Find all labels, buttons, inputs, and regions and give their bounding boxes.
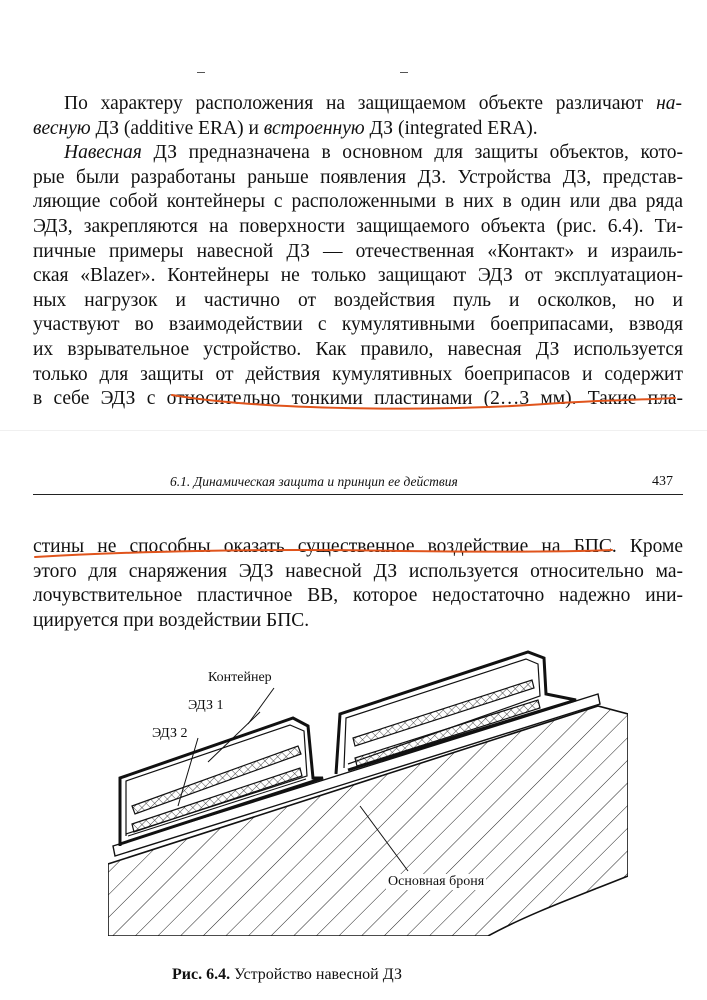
- paragraph-2-line: их взрывательное устройство. Как правило, навесная ДЗ используется: [33, 338, 683, 360]
- paragraph-1-line-1: [64, 92, 682, 117]
- label-armor: Основная броня: [388, 874, 485, 889]
- paragraph-1-em-3: встроенную: [263, 117, 365, 139]
- paragraph-3-line: циируется при воздействии БПС.: [33, 609, 310, 631]
- paragraph-1-em: на-: [656, 93, 682, 114]
- paragraph-1-text-2: ДЗ (additive ERA) и: [90, 117, 264, 139]
- paragraph-2-line-1: [64, 141, 683, 166]
- paragraph-2-first: [64, 141, 683, 166]
- leader-container: [248, 688, 274, 724]
- paragraph-2-line: ляющие собой контейнеры с расположенными в них в один или два ряда: [33, 191, 683, 213]
- paragraph-2-line: в себе ЭДЗ с относительно тонкими пластинами (2…3 мм). Такие пла-: [33, 388, 683, 410]
- paragraph-1-line-2: [33, 117, 683, 142]
- caption-text: Устройство навесной ДЗ: [230, 966, 403, 983]
- running-title: 6.1. Динамическая защита и принцип ее действия: [170, 474, 458, 489]
- paragraph-3: [33, 535, 683, 633]
- leader-edz1: [208, 712, 260, 762]
- page-break: [0, 430, 707, 431]
- paragraph-2-line: пичные примеры навесной ДЗ — отечественная «Контакт» и израиль-: [33, 240, 683, 262]
- era-diagram: [108, 646, 628, 936]
- paragraph-3-line: этого для снаряжения ЭДЗ навесной ДЗ используется относительно ма-: [33, 560, 683, 582]
- figure-6-4: [108, 646, 628, 936]
- paragraph-2-line: участвуют во взаимодействии с кумулятивными боеприпасами, взводя: [33, 314, 683, 336]
- paragraph-1-cont: [33, 117, 683, 142]
- paragraph-2-line: рые были разработаны раньше появления ДЗ. Устройства ДЗ, представ-: [33, 166, 683, 188]
- paragraph-3-line: стины не способны оказать существенное воздействие на БПС. Кроме: [33, 536, 683, 557]
- figure-caption: [172, 966, 402, 984]
- label-edz1: ЭДЗ 1: [188, 698, 224, 713]
- paragraph-2-line: ская «Blazer». Контейнеры не только защищают ЭДЗ от эксплуатацион-: [33, 265, 683, 287]
- leader-edz2: [178, 738, 198, 806]
- paragraph-1: [64, 92, 682, 117]
- paragraph-1-text-3: ДЗ (integrated ERA).: [364, 117, 538, 139]
- header-rule: [33, 494, 683, 495]
- label-edz2: ЭДЗ 2: [152, 726, 188, 741]
- page-number: 437: [652, 474, 673, 489]
- paragraph-2-line: ных нагрузок и частично от воздействия пуль и осколков, но и: [33, 289, 683, 311]
- paragraph-1-em-2: весную: [33, 117, 91, 139]
- paragraph-2-line: только для защиты от действия кумулятивных боеприпасов и содержит: [33, 363, 683, 385]
- label-container: Контейнер: [208, 670, 272, 685]
- top-mark-right: [400, 72, 408, 73]
- caption-number: Рис. 6.4.: [172, 966, 231, 983]
- paragraph-2: [33, 166, 683, 412]
- paragraph-3-line: лочувствительное пластичное ВВ, которое недостаточно надежно ини-: [33, 585, 683, 607]
- paragraph-2-em: Навесная: [64, 142, 142, 164]
- paragraph-1-text: По характеру расположения на защищаемом объекте различают: [64, 93, 657, 114]
- top-mark-left: [197, 72, 205, 73]
- paragraph-2-text: ДЗ предназначена в основном для защиты объектов, кото-: [141, 142, 683, 164]
- paragraph-2-line: ЭДЗ, закрепляются на поверхности защищаемого объекта (рис. 6.4). Ти-: [33, 215, 683, 237]
